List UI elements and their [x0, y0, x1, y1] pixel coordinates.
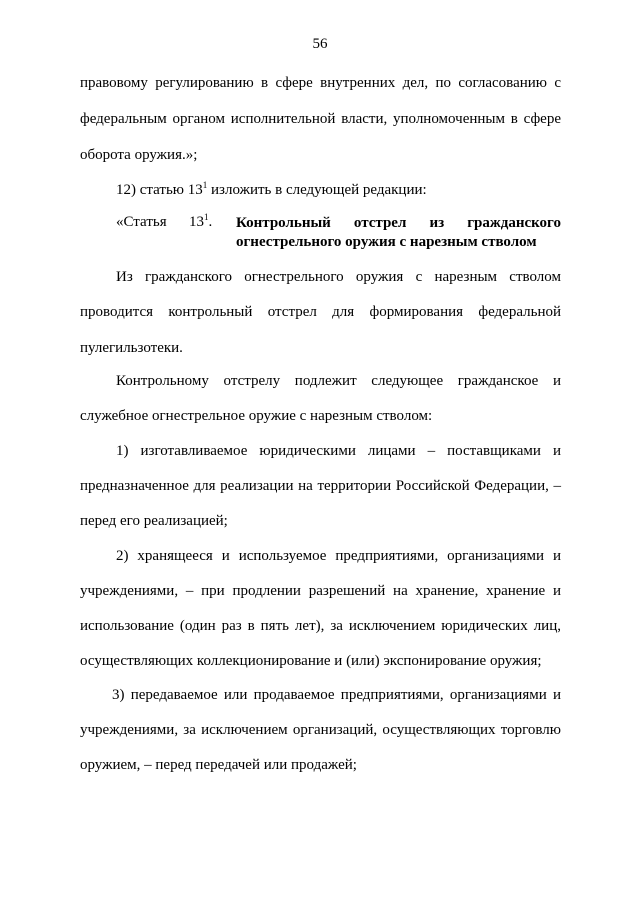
text-line: Из гражданского огнестрельного оружия с нарезным стволом — [116, 269, 561, 285]
text-line: перед его реализацией; — [80, 513, 228, 529]
text-line: 3) передаваемое или продаваемое предприятиями, организациями и — [112, 687, 561, 703]
page-number: 56 — [312, 36, 328, 52]
text-line: 2) хранящееся и используемое предприятиями, организациями и — [116, 548, 561, 564]
text-fragment: 13 — [189, 214, 204, 230]
text-line: 1) изготавливаемое юридическими лицами – поставщиками и — [116, 443, 561, 459]
superscript: 1 — [202, 180, 208, 190]
article-word: «Статья — [116, 214, 167, 230]
text-fragment: изложить в следующей редакции: — [211, 182, 427, 198]
text-line: учреждениями, за исключением организаций, осуществляющих торговлю — [80, 722, 561, 738]
text-line: федеральным органом исполнительной власти, уполномоченным в сфере — [80, 111, 561, 127]
text-fragment: 12) статью 13 — [116, 182, 203, 198]
text-line: учреждениями, – при продлении разрешений на хранение, хранение и — [80, 583, 561, 599]
article-title-line: огнестрельного оружия с нарезным стволом — [236, 234, 537, 250]
superscript: 1 — [204, 212, 209, 222]
text-fragment: . — [208, 214, 213, 230]
text-line: оборота оружия.»; — [80, 147, 198, 163]
article-number — [189, 214, 212, 231]
text-line: пулегильзотеки. — [80, 340, 183, 356]
amendment-line — [116, 181, 561, 199]
text-line: осуществляющих коллекционирование и (или) экспонирование оружия; — [80, 653, 542, 669]
text-line: предназначенное для реализации на территории Российской Федерации, – — [80, 478, 561, 494]
article-title-line: Контрольный отстрел из гражданского — [236, 215, 561, 231]
text-line: проводится контрольный отстрел для формирования федеральной — [80, 304, 561, 320]
text-line: правовому регулированию в сфере внутренних дел, по согласованию с — [80, 75, 561, 91]
text-line: Контрольному отстрелу подлежит следующее гражданское и — [116, 373, 561, 389]
text-line: служебное огнестрельное оружие с нарезным стволом: — [80, 408, 433, 424]
text-line: использование (один раз в пять лет), за исключением юридических лиц, — [80, 618, 561, 634]
text-line: оружием, – перед передачей или продажей; — [80, 757, 357, 773]
